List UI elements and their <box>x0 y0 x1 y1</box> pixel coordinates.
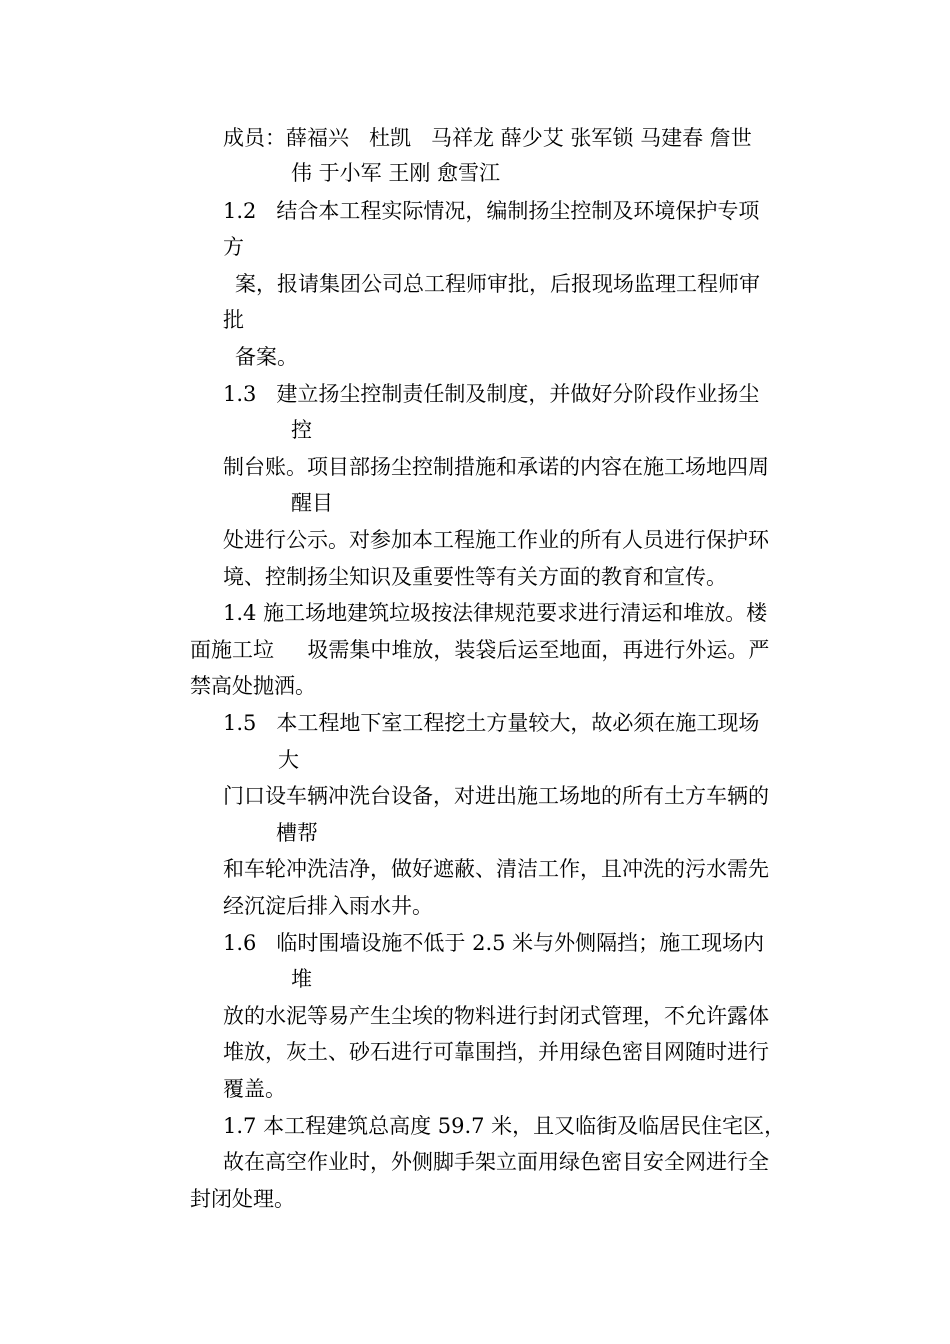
text-line: 成员：薛福兴 杜凯 马祥龙 薛少艾 张军锁 马建春 詹世 <box>223 126 752 150</box>
text-line: 方 <box>223 235 244 259</box>
text-line: 和车轮冲洗洁净，做好遮蔽、清洁工作，且冲洗的污水需先 <box>223 857 769 881</box>
text-line: 1.5 本工程地下室工程挖土方量较大，故必须在施工现场 <box>223 711 760 735</box>
text-line: 伟 于小军 王刚 愈雪江 <box>291 161 501 185</box>
text-line: 1.3 建立扬尘控制责任制及制度，并做好分阶段作业扬尘 <box>223 382 760 406</box>
text-line: 控 <box>291 418 312 442</box>
text-line: 境、控制扬尘知识及重要性等有关方面的教育和宣传。 <box>223 565 727 589</box>
text-line: 经沉淀后排入雨水井。 <box>223 894 433 918</box>
text-line: 批 <box>223 308 244 332</box>
text-line: 禁高处抛洒。 <box>190 674 316 698</box>
text-line: 放的水泥等易产生尘埃的物料进行封闭式管理，不允许露体 <box>223 1004 769 1028</box>
text-line: 制台账。项目部扬尘控制措施和承诺的内容在施工场地四周 <box>223 455 769 479</box>
text-line: 处进行公示。对参加本工程施工作业的所有人员进行保护环 <box>223 528 769 552</box>
text-line: 槽帮 <box>276 821 318 845</box>
text-line: 1.6 临时围墙设施不低于 2.5 米与外侧隔挡；施工现场内 <box>223 931 765 955</box>
text-line: 1.2 结合本工程实际情况，编制扬尘控制及环境保护专项 <box>223 199 760 223</box>
text-line: 堆 <box>291 967 312 991</box>
text-line: 堆放，灰土、砂石进行可靠围挡，并用绿色密目网随时进行 <box>223 1040 769 1064</box>
text-line: 备案。 <box>235 345 298 369</box>
text-line: 面施工垃 圾需集中堆放，装袋后运至地面，再进行外运。严 <box>190 638 770 662</box>
text-line: 封闭处理。 <box>190 1187 295 1211</box>
text-line: 覆盖。 <box>223 1077 286 1101</box>
text-line: 门口设车辆冲洗台设备，对进出施工场地的所有土方车辆的 <box>223 784 769 808</box>
text-line: 故在高空作业时，外侧脚手架立面用绿色密目安全网进行全 <box>223 1150 769 1174</box>
text-line: 大 <box>278 748 299 772</box>
text-line: 案，报请集团公司总工程师审批，后报现场监理工程师审 <box>235 272 760 296</box>
text-line: 1.7 本工程建筑总高度 59.7 米，且又临街及临居民住宅区， <box>223 1114 786 1138</box>
text-line: 醒目 <box>291 491 333 515</box>
text-line: 1.4 施工场地建筑垃圾按法律规范要求进行清运和堆放。楼 <box>223 601 768 625</box>
